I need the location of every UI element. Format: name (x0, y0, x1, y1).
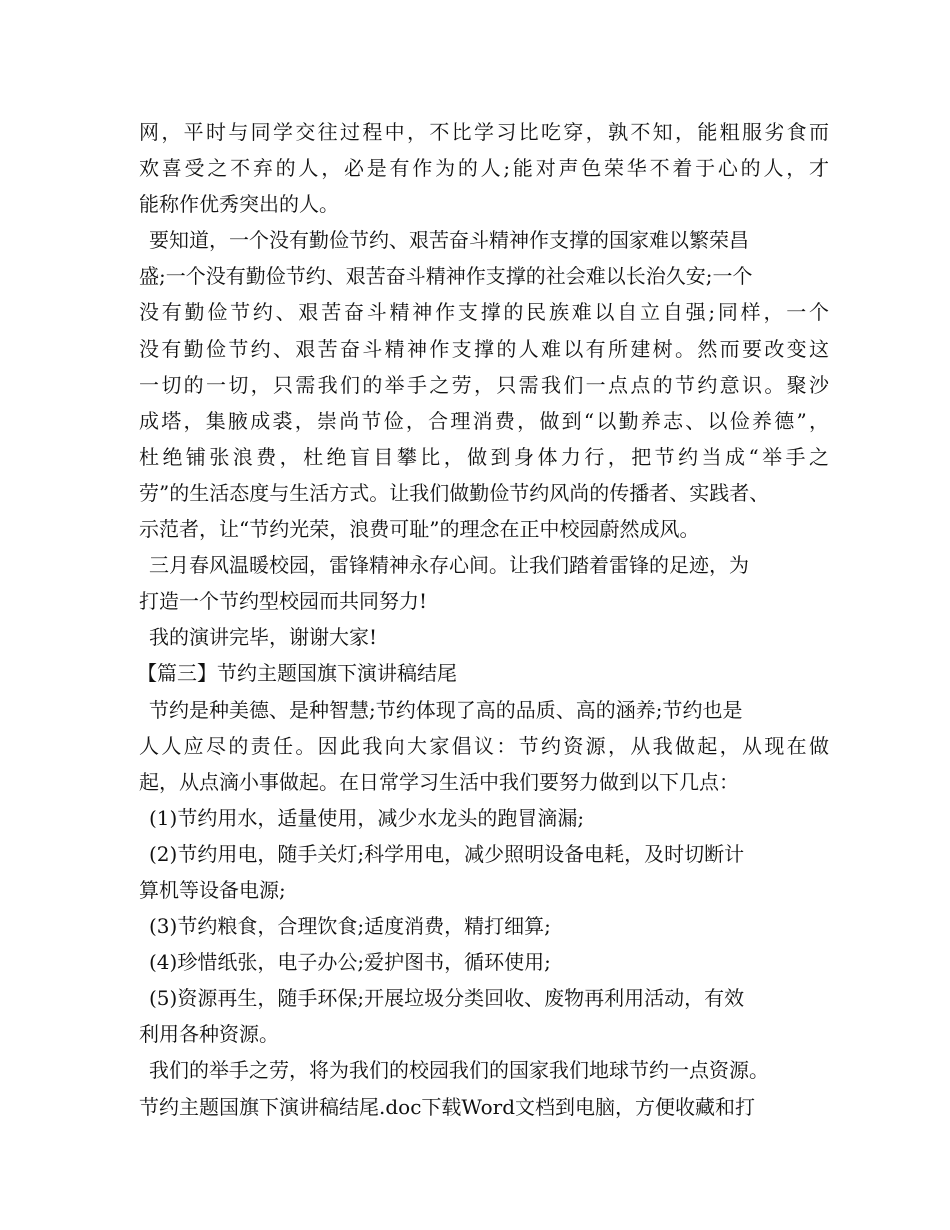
text-line: 盛;一个没有勤俭节约、艰苦奋斗精神作支撑的社会难以长治久安;一个 (139, 264, 753, 289)
document-body (139, 114, 829, 1125)
download-note: 节约主题国旗下演讲稿结尾.doc下载Word文档到电脑，方便收藏和打 (139, 1094, 756, 1119)
text-line: 打造一个节约型校园而共同努力! (139, 589, 428, 614)
text-line: 能称作优秀突出的人。 (139, 192, 339, 217)
text-line: 欢喜受之不弃的人，必是有作为的人;能对声色荣华不着于心的人，才 (139, 156, 829, 181)
text-line: 没有勤俭节约、艰苦奋斗精神作支撑的人难以有所建树。然而要改变这 (139, 336, 829, 361)
text-line: 人人应尽的责任。因此我向大家倡议：节约资源，从我做起，从现在做 (139, 733, 829, 758)
text-line: 没有勤俭节约、艰苦奋斗精神作支撑的民族难以自立自强;同样，一个 (139, 300, 829, 325)
list-item: (4)珍惜纸张，电子办公;爱护图书，循环使用; (149, 950, 551, 975)
text-line: 示范者，让“节约光荣，浪费可耻”的理念在正中校园蔚然成风。 (139, 517, 700, 542)
text-line: 我的演讲完毕，谢谢大家! (149, 625, 378, 650)
text-line: 要知道，一个没有勤俭节约、艰苦奋斗精神作支撑的国家难以繁荣昌 (149, 228, 749, 253)
text-line: 利用各种资源。 (139, 1022, 279, 1047)
text-line: 我们的举手之劳，将为我们的校园我们的国家我们地球节约一点资源。 (149, 1058, 769, 1083)
text-line: 节约是种美德、是种智慧;节约体现了高的品质、高的涵养;节约也是 (149, 697, 743, 722)
text-line: 一切的一切，只需我们的举手之劳，只需我们一点点的节约意识。聚沙 (139, 372, 829, 397)
list-item: (5)资源再生，随手环保;开展垃圾分类回收、废物再利用活动，有效 (149, 986, 745, 1011)
list-item: (2)节约用电，随手关灯;科学用电，减少照明设备电耗，及时切断计 (149, 841, 745, 866)
list-item: (3)节约粮食，合理饮食;适度消费，精打细算; (149, 914, 551, 939)
text-line: 网，平时与同学交往过程中，不比学习比吃穿，孰不知，能粗服劣食而 (139, 120, 829, 144)
text-line: 劳”的生活态度与生活方式。让我们做勤俭节约风尚的传播者、实践者、 (139, 480, 770, 505)
section-heading: 【篇三】节约主题国旗下演讲稿结尾 (137, 661, 457, 686)
text-line: 杜绝铺张浪费，杜绝盲目攀比，做到身体力行，把节约当成“举手之 (139, 444, 829, 469)
list-item: (1)节约用水，适量使用，减少水龙头的跑冒滴漏; (149, 805, 585, 830)
text-line: 算机等设备电源; (139, 877, 286, 902)
text-line: 成塔，集腋成裘，崇尚节俭，合理消费，做到“以勤养志、以俭养德”， (139, 408, 829, 433)
text-line: 三月春风温暖校园，雷锋精神永存心间。让我们踏着雷锋的足迹，为 (149, 553, 749, 578)
text-line: 起，从点滴小事做起。在日常学习生活中我们要努力做到以下几点： (139, 769, 739, 794)
